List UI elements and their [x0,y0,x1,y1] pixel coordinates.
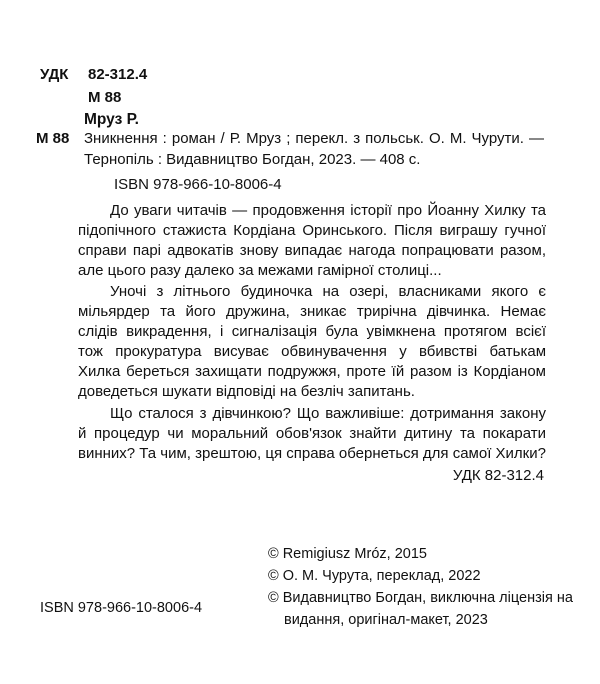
annotation-line: Уночі з літнього будиночка на озері, власниками якого є [110,283,546,300]
author-heading: Мруз Р. [84,111,139,128]
annotation-line: Хилка береться захищати подружжя, проте їй разом із Кордіаном [78,363,546,380]
annotation-line: й процедур чи моральний обов'язок знайти дитину та покарати [78,425,546,442]
annotation-line: винних? Та чим, зрештою, ця справа обернеться для самої Хилки? [78,445,546,462]
copyright-line: © Видавництво Богдан, виключна ліцензія на [268,590,573,606]
udk-right: УДК 82-312.4 [452,467,544,484]
bib-line-2: Тернопіль : Видавництво Богдан, 2023. — 408 с. [84,151,421,168]
annotation-line: але цього разу далеко за межами гамірної столиці... [78,262,442,279]
annotation-line: слідів викрадення, і сигналізація була увімкнена протягом всієї [78,323,546,340]
bib-line-1: Зникнення : роман / Р. Мруз ; перекл. з польськ. О. М. Чурути. — [84,130,544,147]
udk-label: УДК [40,66,69,83]
isbn-main: ISBN 978-966-10-8006-4 [114,176,282,193]
annotation-paragraph-2 [78,282,546,402]
copyright-line: © О. М. Чурута, переклад, 2022 [268,568,481,584]
copyright-line: видання, оригінал-макет, 2023 [284,612,488,628]
annotation-line: мільярдер та його дружина, зникає трирічна дівчинка. Немає [78,303,546,320]
side-mark: М 88 [36,130,70,147]
copyright-block [268,546,573,634]
isbn-bottom: ISBN 978-966-10-8006-4 [40,600,203,616]
copyright-line: © Remigiusz Mróz, 2015 [268,546,427,562]
annotation-line: підопічного стажиста Кордіана Оринського. Після виграшу гучної [78,222,546,239]
annotation-line: справи парі адвокатів знову випадає нагода попрацювати разом, [78,242,546,259]
annotation-line: До уваги читачів — продовження історії про Йоанну Хилку та [110,202,546,219]
annotation-paragraph-3 [78,404,546,464]
annotation-line: доведеться шукати відповіді на безліч запитань. [78,383,415,400]
annotation-paragraph-1 [78,201,546,281]
annotation-line: тож прокуратура висуває обвинувачення у вбивстві батькам [78,343,546,360]
author-mark: М 88 [88,89,122,106]
udk-code: 82-312.4 [88,66,148,83]
annotation-line: Що сталося з дівчинкою? Що важливіше: дотримання закону [110,405,546,422]
